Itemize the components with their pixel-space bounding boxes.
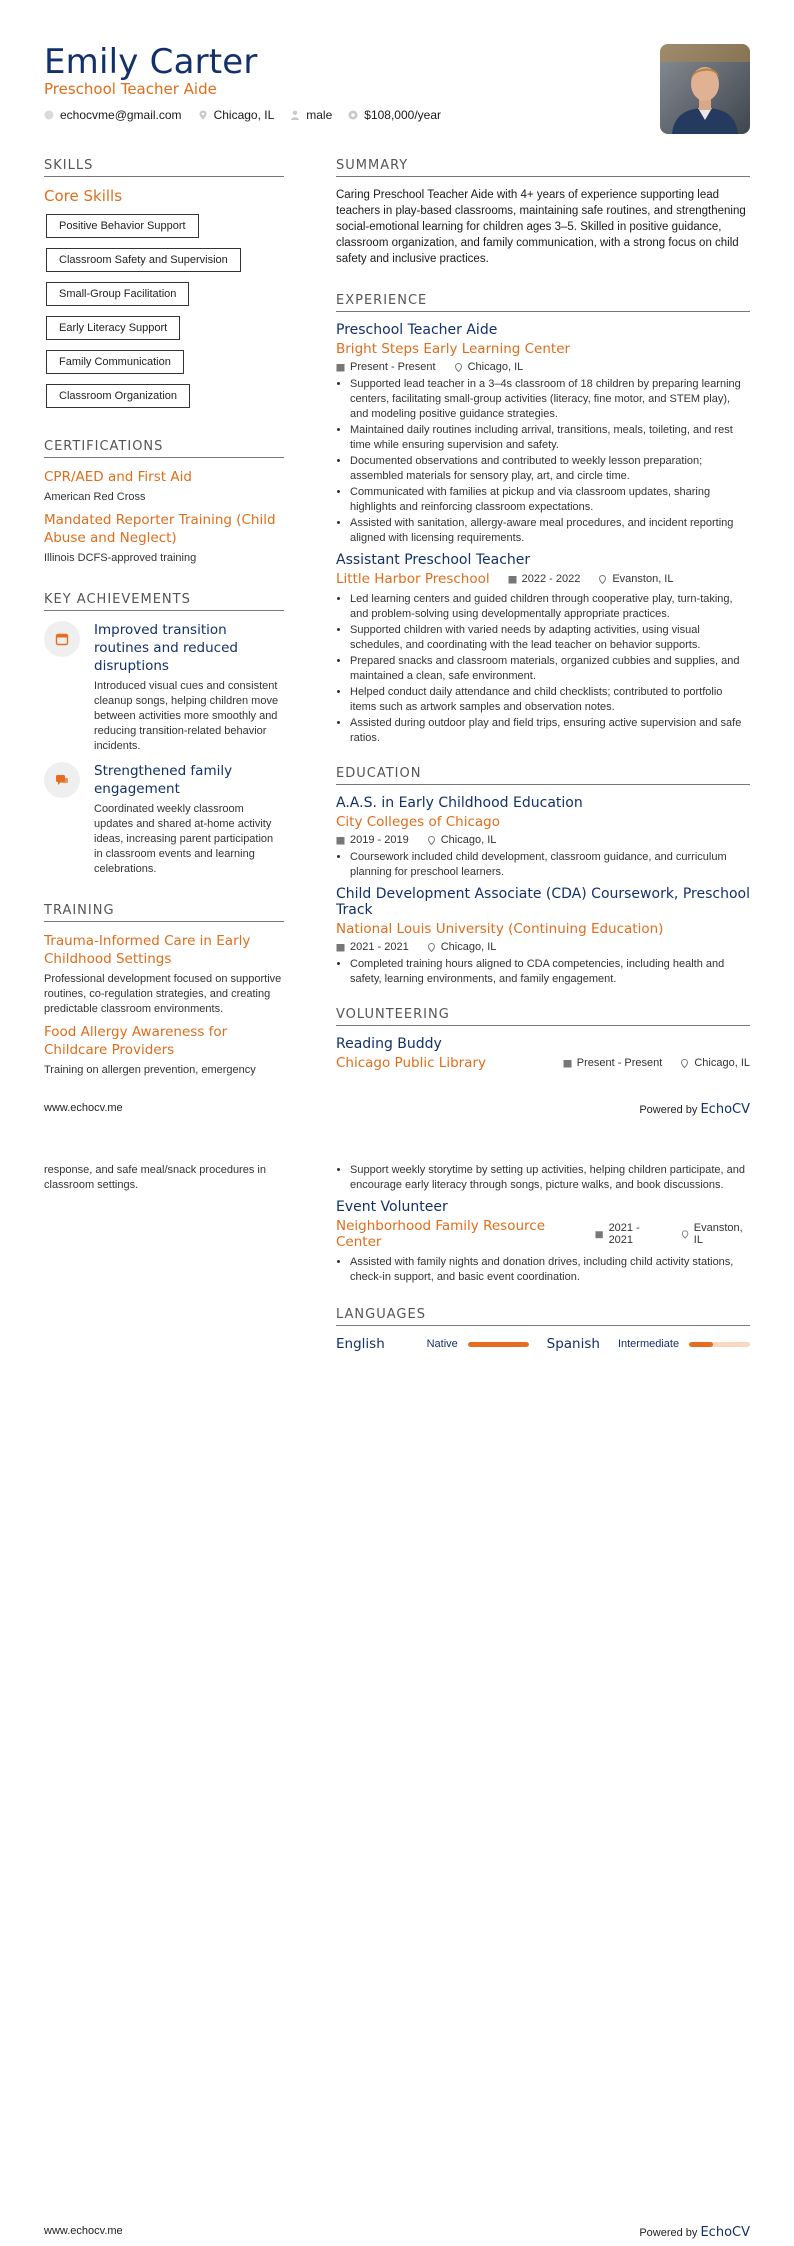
calendar-icon bbox=[595, 1230, 603, 1239]
training-title: Trauma-Informed Care in Early Childhood Settings bbox=[44, 933, 251, 967]
skill-tag: Early Literacy Support bbox=[46, 316, 180, 340]
volunteering-heading: VOLUNTEERING bbox=[336, 1007, 750, 1026]
bullet: • Maintained daily routines including arrival, transitions, meals, toileting, and rest time while ensuring supervision and safety. bbox=[350, 423, 750, 453]
bullet: • Communicated with families at pickup and via classroom updates, sharing highlights and reinforcing classroom expectations. bbox=[350, 485, 750, 515]
summary-heading: SUMMARY bbox=[336, 158, 750, 177]
location-pin-icon bbox=[427, 836, 436, 845]
training-heading: TRAINING bbox=[44, 903, 284, 922]
education-bullets bbox=[336, 850, 750, 880]
skill-tag: Positive Behavior Support bbox=[46, 214, 199, 238]
skills-heading: SKILLS bbox=[44, 158, 284, 177]
contact-gender: male bbox=[290, 108, 332, 122]
volunteer-meta: 2021 - 2021 Evanston, IL bbox=[595, 1222, 750, 1246]
language-name: English bbox=[336, 1336, 385, 1352]
left-column bbox=[44, 158, 284, 1104]
education-heading: EDUCATION bbox=[336, 766, 750, 785]
powered-by: Powered by EchoCV bbox=[639, 1102, 750, 1117]
achievements-heading: KEY ACHIEVEMENTS bbox=[44, 592, 284, 611]
language-level-bar bbox=[468, 1342, 529, 1347]
skills-section bbox=[44, 158, 284, 413]
job-meta: 2022 - 2022 Evanston, IL bbox=[508, 573, 674, 585]
bullet: • Prepared snacks and classroom materials, organized cubbies and supplies, and maintained a clean, safe environment. bbox=[350, 654, 750, 684]
location-pin-icon bbox=[680, 1059, 689, 1068]
languages-section bbox=[336, 1307, 750, 1352]
education-meta: 2019 - 2019 Chicago, IL bbox=[336, 834, 750, 846]
training-section bbox=[44, 903, 284, 1078]
contact-email[interactable]: echocvme@gmail.com bbox=[44, 108, 182, 122]
training-desc-continued: response, and safe meal/snack procedures in classroom settings. bbox=[44, 1164, 266, 1191]
location-pin-icon bbox=[598, 575, 607, 584]
achievement-item bbox=[44, 621, 284, 754]
right-column-continued bbox=[336, 1163, 750, 1378]
skill-list bbox=[44, 209, 284, 413]
calendar-icon bbox=[508, 575, 517, 584]
cert-title: CPR/AED and First Aid bbox=[44, 469, 192, 485]
brand-logo: EchoCV bbox=[700, 1102, 750, 1117]
page-footer bbox=[44, 1102, 750, 1117]
training-desc: Training on allergen prevention, emergency bbox=[44, 1064, 256, 1076]
calendar-icon bbox=[336, 943, 345, 952]
left-column-continued bbox=[44, 1163, 284, 1193]
money-icon bbox=[348, 110, 358, 120]
person-icon bbox=[290, 110, 300, 120]
achievement-item bbox=[44, 762, 284, 877]
bullet: • Assisted with sanitation, allergy-aware meal procedures, and incident reporting aligned with licensing requirements. bbox=[350, 516, 750, 546]
volunteer-bullets bbox=[336, 1163, 750, 1193]
school-name: City Colleges of Chicago bbox=[336, 814, 501, 830]
summary-text: Caring Preschool Teacher Aide with 4+ years of experience supporting lead teachers in play-based classrooms, maintaining safe routines, and strengthening social-emotional learning for children ages 3–5. Skilled in positive guidance, classroom organization, and family communication, with a strong focus on child safety and inclusive practices. bbox=[336, 189, 746, 265]
education-entry bbox=[336, 795, 750, 880]
bullet: • Helped conduct daily attendance and child checklists; contributed to portfolio items such as artwork samples and observation notes. bbox=[350, 685, 750, 715]
education-section bbox=[336, 766, 750, 987]
education-entry bbox=[336, 886, 750, 987]
job-entry bbox=[336, 322, 750, 546]
page-2 bbox=[0, 1123, 794, 2246]
brand-logo: EchoCV bbox=[700, 2225, 750, 2240]
job-org: Little Harbor Preschool bbox=[336, 571, 490, 587]
volunteer-org: Neighborhood Family Resource Center bbox=[336, 1218, 545, 1250]
email-icon bbox=[44, 110, 54, 120]
language-level: Intermediate bbox=[617, 1338, 680, 1350]
calendar-icon bbox=[336, 836, 345, 845]
skills-group-title: Core Skills bbox=[44, 187, 123, 205]
contact-salary: $108,000/year bbox=[348, 108, 441, 122]
certifications-heading: CERTIFICATIONS bbox=[44, 439, 284, 458]
language-level: Native bbox=[426, 1338, 458, 1350]
achievement-desc: Introduced visual cues and consistent cleanup songs, helping children move between activities more smoothly and reducing transition-related behavior incidents. bbox=[94, 680, 279, 752]
job-bullets bbox=[336, 592, 750, 746]
bullet: • Documented observations and contributed to weekly lesson preparation; assembled materials for sensory play, art, and circle time. bbox=[350, 454, 750, 484]
language-list bbox=[336, 1336, 750, 1352]
bullet: • Coursework included child development, classroom guidance, and curriculum planning for preschool learners. bbox=[350, 850, 750, 880]
volunteer-meta: Present - Present Chicago, IL bbox=[563, 1057, 750, 1069]
language-level-fill bbox=[689, 1342, 713, 1347]
candidate-role: Preschool Teacher Aide bbox=[44, 80, 217, 98]
cert-title: Mandated Reporter Training (Child Abuse and Neglect) bbox=[44, 512, 276, 546]
calendar-icon bbox=[336, 363, 345, 372]
volunteer-org: Chicago Public Library bbox=[336, 1055, 486, 1071]
job-org-row bbox=[336, 568, 750, 590]
bullet: • Completed training hours aligned to CDA competencies, including health and safety, learning environments, and family engagement. bbox=[350, 957, 750, 987]
footer-site-link[interactable]: www.echocv.me bbox=[44, 1102, 123, 1114]
right-column bbox=[336, 158, 750, 1100]
school-name: National Louis University (Continuing Education) bbox=[336, 921, 664, 937]
volunteering-section bbox=[336, 1007, 750, 1074]
job-title: Preschool Teacher Aide bbox=[336, 322, 498, 338]
achievements-section bbox=[44, 592, 284, 877]
certifications-section bbox=[44, 439, 284, 566]
volunteer-title: Event Volunteer bbox=[336, 1199, 448, 1215]
bullet: • Support weekly storytime by setting up activities, helping children participate, and encourage early literacy through songs, picture walks, and book discussions. bbox=[350, 1163, 750, 1193]
location-pin-icon bbox=[427, 943, 436, 952]
language-level-fill bbox=[468, 1342, 529, 1347]
bullet: • Led learning centers and guided children through cooperative play, turn-taking, and problem-solving using developmentally appropriate practices. bbox=[350, 592, 750, 622]
job-entry bbox=[336, 552, 750, 746]
location-pin-icon bbox=[454, 363, 463, 372]
skill-tag: Classroom Organization bbox=[46, 384, 190, 408]
page-footer bbox=[44, 2225, 750, 2240]
job-org: Bright Steps Early Learning Center bbox=[336, 341, 571, 357]
location-pin-icon bbox=[681, 1230, 689, 1239]
cert-issuer: American Red Cross bbox=[44, 491, 146, 503]
footer-site-link[interactable]: www.echocv.me bbox=[44, 2225, 123, 2237]
candidate-name: Emily Carter bbox=[44, 42, 258, 82]
training-title: Food Allergy Awareness for Childcare Providers bbox=[44, 1024, 228, 1058]
calendar-icon bbox=[44, 621, 80, 657]
bullet: • Assisted during outdoor play and field trips, ensuring active supervision and safe ratios. bbox=[350, 716, 750, 746]
bullet: • Assisted with family nights and donation drives, including child activity stations, check-in support, and basic event coordination. bbox=[350, 1255, 750, 1285]
education-bullets bbox=[336, 957, 750, 987]
experience-heading: EXPERIENCE bbox=[336, 293, 750, 312]
language-level-bar bbox=[689, 1342, 750, 1347]
job-title: Assistant Preschool Teacher bbox=[336, 552, 531, 568]
achievement-title: Strengthened family engagement bbox=[94, 763, 233, 797]
cert-issuer: Illinois DCFS-approved training bbox=[44, 552, 197, 564]
education-meta: 2021 - 2021 Chicago, IL bbox=[336, 941, 750, 953]
bullet: • Supported lead teacher in a 3–4s classroom of 18 children by preparing learning centers, facilitating small-group activities (literacy, fine motor, and STEM play), and modeling positive guidance strategies. bbox=[350, 377, 750, 422]
training-desc: Professional development focused on supportive routines, co-regulation strategies, and creating predictable classroom environments. bbox=[44, 973, 282, 1015]
skill-tag: Family Communication bbox=[46, 350, 184, 374]
volunteer-org-row bbox=[336, 1215, 750, 1253]
languages-heading: LANGUAGES bbox=[336, 1307, 750, 1326]
skill-tag: Classroom Safety and Supervision bbox=[46, 248, 241, 272]
profile-photo bbox=[660, 44, 750, 134]
volunteer-bullets bbox=[336, 1255, 750, 1285]
skill-tag: Small-Group Facilitation bbox=[46, 282, 189, 306]
achievement-desc: Coordinated weekly classroom updates and shared at-home activity ideas, increasing parent participation in classroom events and learning celebrations. bbox=[94, 803, 274, 875]
contact-row bbox=[44, 108, 441, 122]
calendar-icon bbox=[563, 1059, 572, 1068]
summary-section bbox=[336, 158, 750, 267]
bullet: • Supported children with varied needs by adapting activities, using visual schedules, and coordinating with the lead teacher on behavior supports. bbox=[350, 623, 750, 653]
volunteer-title: Reading Buddy bbox=[336, 1036, 442, 1052]
achievement-title: Improved transition routines and reduced disruptions bbox=[94, 622, 238, 674]
job-bullets bbox=[336, 377, 750, 546]
chat-bubble-icon bbox=[44, 762, 80, 798]
location-pin-icon bbox=[198, 110, 208, 120]
job-meta: Present - Present Chicago, IL bbox=[336, 361, 750, 373]
volunteer-org-row bbox=[336, 1052, 750, 1074]
language-name: Spanish bbox=[546, 1336, 600, 1352]
avatar bbox=[660, 44, 750, 134]
degree-title: A.A.S. in Early Childhood Education bbox=[336, 795, 583, 811]
degree-title: Child Development Associate (CDA) Coursework, Preschool Track bbox=[336, 886, 750, 918]
contact-location: Chicago, IL bbox=[198, 108, 275, 122]
experience-section bbox=[336, 293, 750, 746]
powered-by: Powered by EchoCV bbox=[639, 2225, 750, 2240]
